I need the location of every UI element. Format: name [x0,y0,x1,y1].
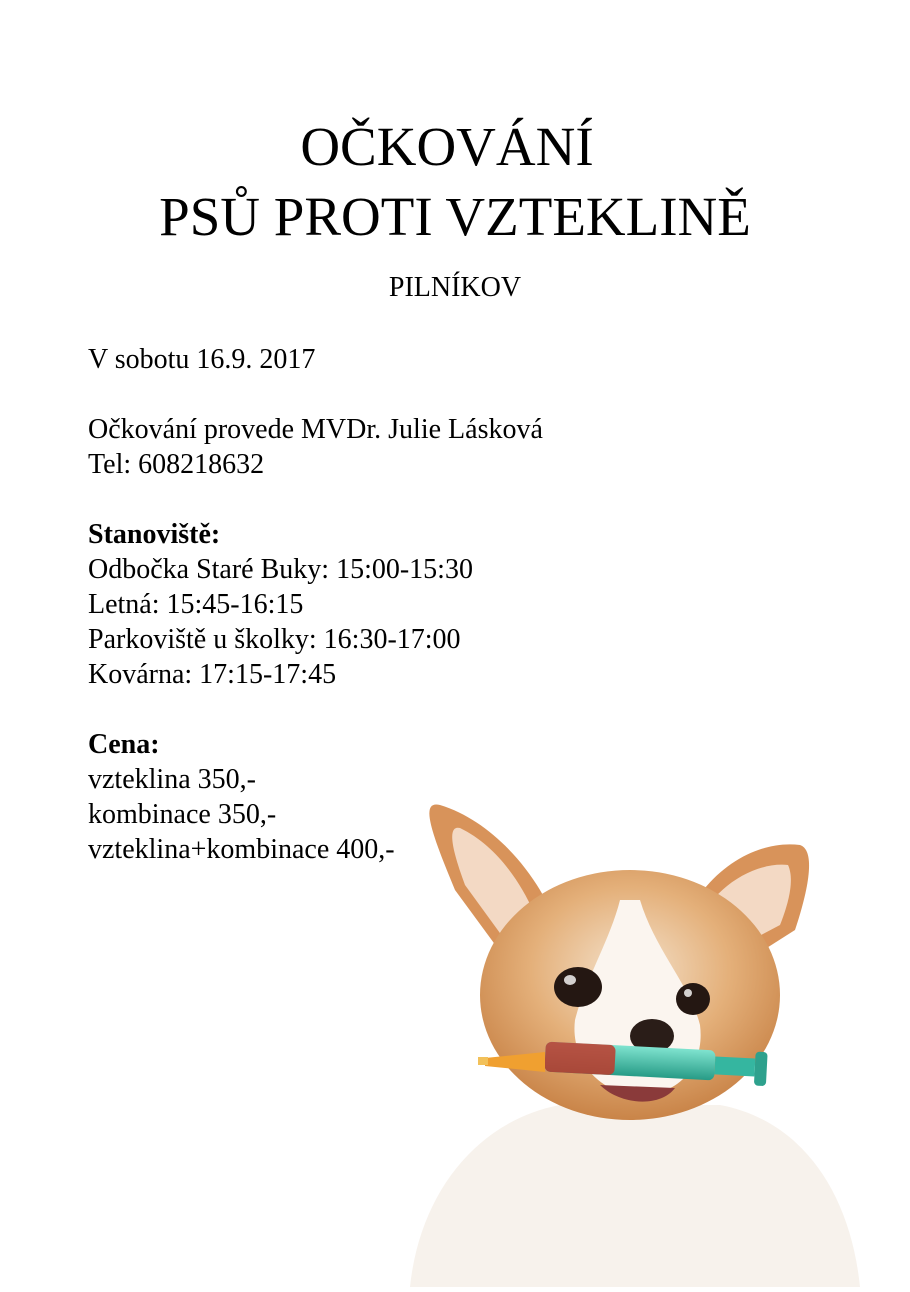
price-item: kombinace 350,- [88,799,277,830]
page-title-line-2: PSŮ PROTI VZTEKLINĚ [159,186,751,247]
location-subtitle: PILNÍKOV [388,272,522,303]
price-item: vzteklina+kombinace 400,- [88,834,395,865]
stations-heading: Stanoviště: [88,519,221,550]
page-title-line-1: OČKOVÁNÍ [300,116,594,177]
station-item: Odbočka Staré Buky: 15:00-15:30 [88,554,473,585]
date-line: V sobotu 16.9. 2017 [88,344,316,375]
station-item: Kovárna: 17:15-17:45 [88,659,337,690]
phone-line: Tel: 608218632 [88,449,265,480]
station-item: Letná: 15:45-16:15 [88,589,304,620]
price-item: vzteklina 350,- [88,764,256,795]
vet-line: Očkování provede MVDr. Julie Lásková [88,414,543,445]
price-heading: Cena: [88,729,160,760]
chihuahua-with-syringe-image [370,790,910,1287]
station-item: Parkoviště u školky: 16:30-17:00 [88,624,461,655]
